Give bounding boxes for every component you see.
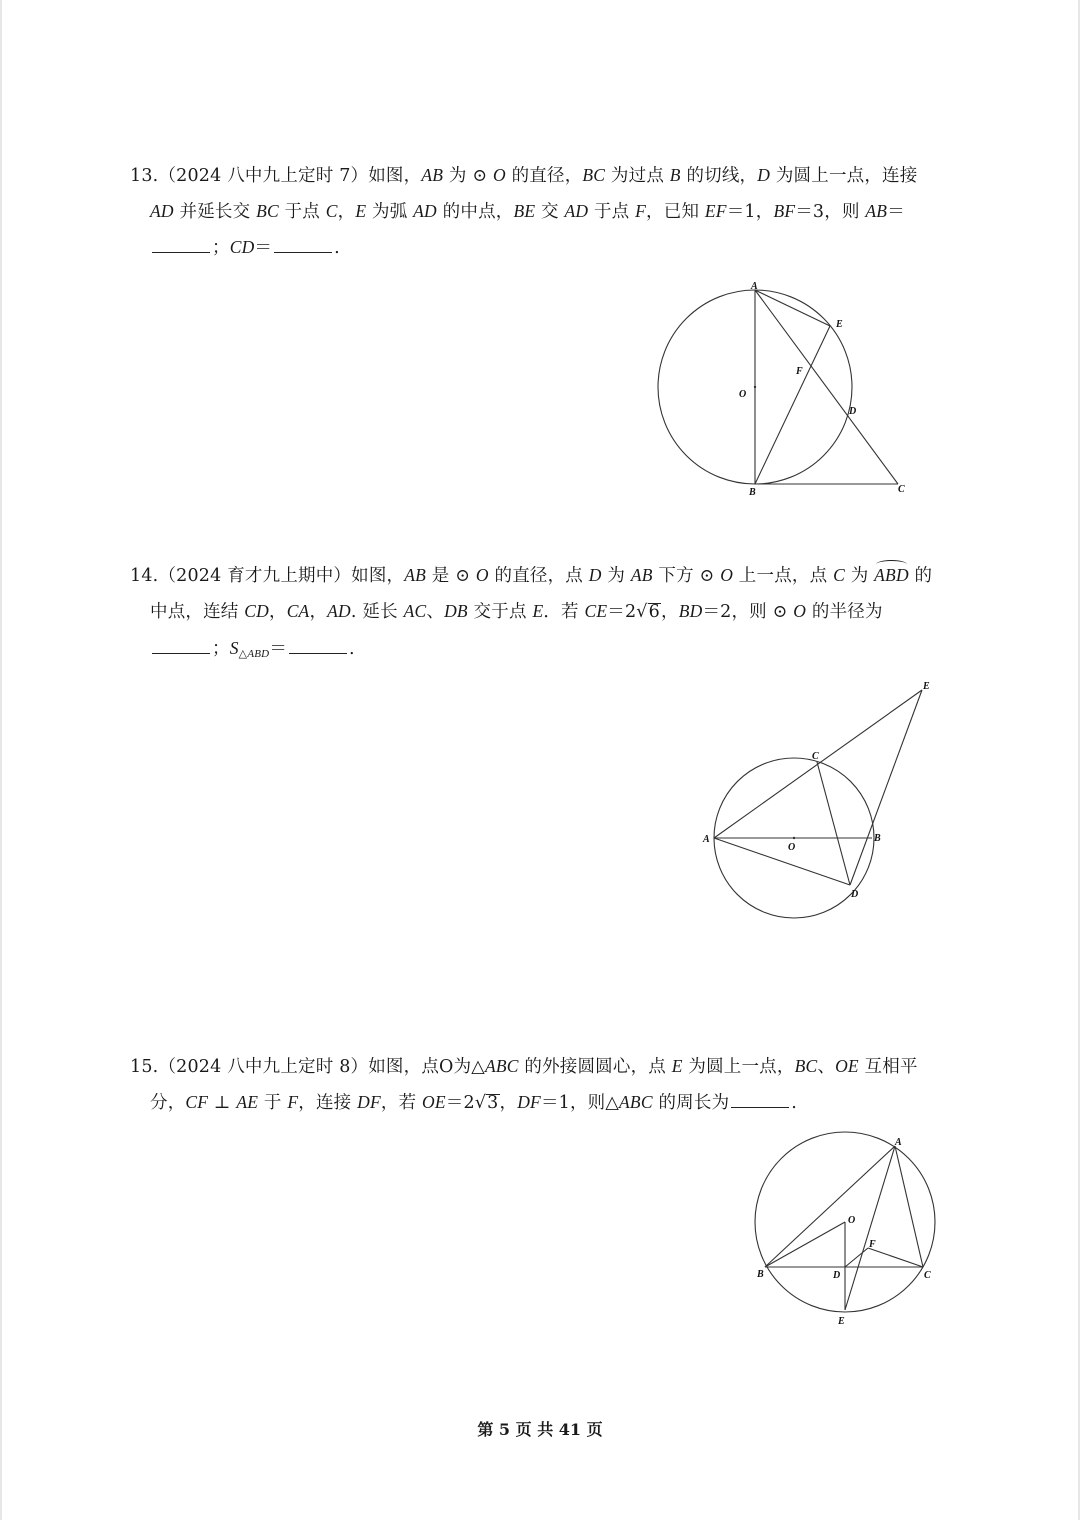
q13-line-2: AD 并延长交 BC 于点 C，E 为弧 AD 的中点，BE 交 AD 于点 F，已知 EF＝1，BF＝3，则 AB＝ (150, 201, 905, 222)
q14-figure (695, 672, 945, 922)
q14-source: （2024 育才九上期中） (158, 566, 352, 586)
q14-label-c: C (812, 751, 819, 762)
q15-label-a: A (895, 1137, 902, 1148)
q15-source: （2024 八中九上定时 8） (158, 1057, 369, 1077)
q13-label-c: C (898, 484, 905, 495)
q13-label-f: F (796, 366, 803, 377)
q13-label-d: D (849, 406, 857, 417)
q13-line-1: 13.（2024 八中九上定时 7）如图，AB 为 ⊙ O 的直径，BC 为过点 B 的切线，D 为圆上一点，连接 (130, 165, 918, 186)
q14-label-d: D (851, 889, 859, 900)
page-footer: 第 5 页 共 41 页 (477, 1420, 603, 1439)
q14-number: 14 (130, 566, 153, 586)
q14-blank-radius[interactable] (152, 637, 210, 654)
q13-label-b: B (749, 487, 756, 498)
q15-label-e: E (838, 1316, 845, 1327)
q15-label-d: D (833, 1270, 841, 1281)
q13-label-e: E (836, 319, 843, 330)
q15-line-1: 15.（2024 八中九上定时 8）如图，点O为△ABC 的外接圆圆心，点 E 为圆上一点，BC、OE 互相平 (130, 1056, 918, 1077)
q15-label-b: B (757, 1269, 764, 1280)
q13-blank-ab[interactable] (152, 236, 210, 253)
q15-label-o: O (848, 1215, 856, 1226)
q14-line-1: 14.（2024 育才九上期中）如图，AB 是 ⊙ O 的直径，点 D 为 AB 下方 ⊙ O 上一点，点 C 为 ABD 的 (130, 565, 933, 586)
q13-figure (650, 276, 920, 502)
q13-label-a: A (751, 281, 758, 292)
q14-label-b: B (874, 833, 881, 844)
q15-line-2: 分，CF ⊥ AE 于 F，连接 DF，若 OE＝2√3，DF＝1，则△ABC 的周长为 . (150, 1092, 798, 1113)
q15-label-f: F (869, 1239, 876, 1250)
q14-blank-area[interactable] (289, 637, 347, 654)
q15-blank-perimeter[interactable] (731, 1091, 789, 1108)
q14-label-e: E (923, 681, 930, 692)
q13-number: 13 (130, 166, 153, 186)
q14-label-a: A (703, 834, 710, 845)
q13-line-3: ；CD＝ . (150, 234, 340, 259)
q15-figure (745, 1125, 950, 1330)
q13-label-o: O (739, 389, 747, 400)
q15-number: 15 (130, 1057, 153, 1077)
q15-label-c: C (924, 1270, 931, 1281)
q14-line-2: 中点，连结 CD，CA，AD. 延长 AC、DB 交于点 E．若 CE＝2√6，BD＝2，则 ⊙ O 的半径为 (150, 601, 883, 622)
q13-source: （2024 八中九上定时 7） (158, 166, 369, 186)
q13-blank-cd[interactable] (274, 236, 332, 253)
q14-label-o: O (788, 842, 796, 853)
q14-line-3: ；$S_{\triangle ABD}=$ . (150, 635, 355, 660)
